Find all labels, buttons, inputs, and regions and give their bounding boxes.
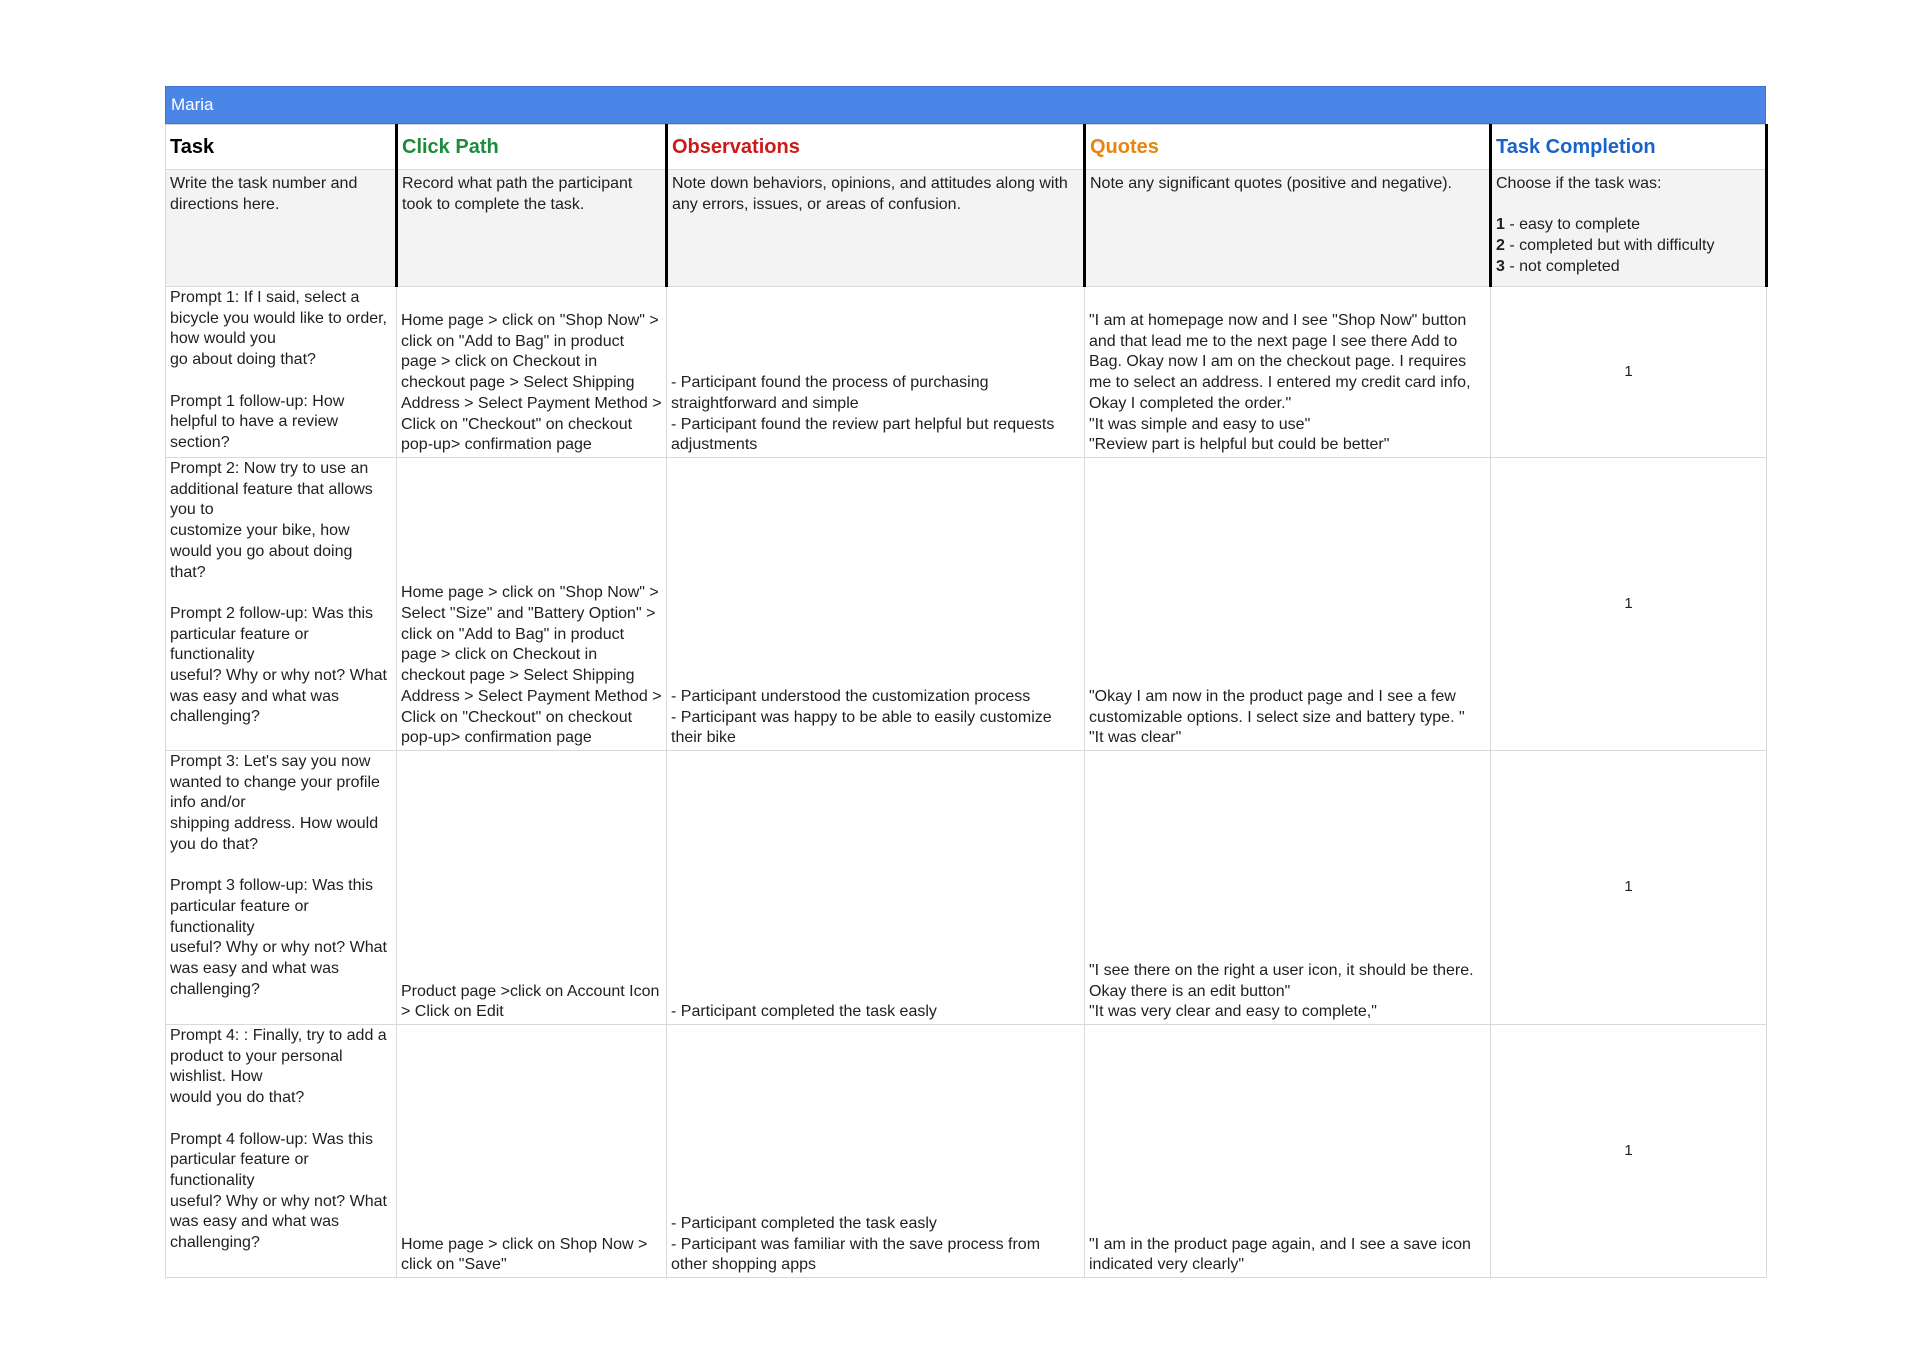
header-row [166, 125, 1767, 170]
observations-cell[interactable]: - Participant completed the task easly - Participant was familiar with the save process from other shopping apps [667, 1025, 1085, 1278]
quotes-cell[interactable]: "Okay I am now in the product page and I see a few customizable options. I select size and battery type. " "It was clear" [1085, 458, 1491, 751]
observations-cell[interactable]: - Participant understood the customization process - Participant was happy to be able to easily customize their bike [667, 458, 1085, 751]
completion-option-text: - easy to complete [1504, 216, 1641, 234]
completion-option [1496, 257, 1761, 278]
completion-option-number: 2 [1496, 237, 1505, 255]
click-path-cell[interactable]: Product page >click on Account Icon > Click on Edit [397, 751, 667, 1025]
header-task-completion[interactable]: Task Completion [1491, 125, 1767, 170]
table-row [166, 1025, 1767, 1278]
completion-option [1496, 236, 1761, 257]
completion-cell[interactable]: 1 [1491, 287, 1767, 458]
usability-notes-sheet [165, 86, 1766, 1278]
completion-cell[interactable]: 1 [1491, 458, 1767, 751]
quotes-cell[interactable]: "I am in the product page again, and I see a save icon indicated very clearly" [1085, 1025, 1491, 1278]
completion-cell[interactable]: 1 [1491, 751, 1767, 1025]
task-cell[interactable]: Prompt 2: Now try to use an additional feature that allows you to customize your bike, how would you go about doing that? Prompt 2 follow-up: Was this particular feature or functionality useful? Why or why not? What was easy and what was challenging? [166, 458, 397, 751]
click-path-cell[interactable]: Home page > click on Shop Now > click on "Save" [397, 1025, 667, 1278]
notes-table [165, 124, 1768, 1278]
participant-name-bar[interactable]: Maria [165, 86, 1766, 124]
completion-option-text: - not completed [1504, 257, 1620, 275]
task-cell[interactable]: Prompt 1: If I said, select a bicycle you would like to order, how would you go about doing that? Prompt 1 follow-up: How helpful to have a review section? [166, 287, 397, 458]
completion-option [1496, 215, 1761, 236]
observations-cell[interactable]: - Participant found the process of purchasing straightforward and simple - Participant found the review part helpful but requests adjustments [667, 287, 1085, 458]
header-observations[interactable]: Observations [667, 125, 1085, 170]
header-click-path[interactable]: Click Path [397, 125, 667, 170]
guide-row [166, 170, 1767, 287]
completion-option-number: 1 [1496, 216, 1505, 234]
quotes-cell[interactable]: "I am at homepage now and I see "Shop Now" button and that lead me to the next page I see there Add to Bag. Okay now I am on the checkout page. I requires me to select an address. I entered my credit card info, Okay I completed the order." "It was simple and easy to use" "Review part is helpful but could be better" [1085, 287, 1491, 458]
completion-guide-spacer [1496, 195, 1761, 216]
guide-task[interactable]: Write the task number and directions here. [166, 170, 397, 287]
completion-option-text: - completed but with difficulty [1504, 237, 1715, 255]
completion-cell[interactable]: 1 [1491, 1025, 1767, 1278]
click-path-cell[interactable]: Home page > click on "Shop Now" > click on "Add to Bag" in product page > click on Checkout in checkout page > Select Shipping Address > Select Payment Method > Click on "Checkout" on checkout pop-up> confirmation page [397, 287, 667, 458]
guide-quotes[interactable]: Note any significant quotes (positive and negative). [1085, 170, 1491, 287]
guide-task-completion[interactable] [1491, 170, 1767, 287]
click-path-cell[interactable]: Home page > click on "Shop Now" > Select "Size" and "Battery Option" > click on "Add to Bag" in product page > click on Checkout in checkout page > Select Shipping Address > Select Payment Method > Click on "Checkout" on checkout pop-up> confirmation page [397, 458, 667, 751]
completion-option-number: 3 [1496, 257, 1505, 275]
observations-cell[interactable]: - Participant completed the task easly [667, 751, 1085, 1025]
quotes-cell[interactable]: "I see there on the right a user icon, it should be there. Okay there is an edit button" "It was very clear and easy to complete," [1085, 751, 1491, 1025]
table-row [166, 458, 1767, 751]
header-quotes[interactable]: Quotes [1085, 125, 1491, 170]
completion-guide-intro: Choose if the task was: [1496, 175, 1662, 192]
table-row [166, 287, 1767, 458]
table-row [166, 751, 1767, 1025]
guide-observations[interactable]: Note down behaviors, opinions, and attitudes along with any errors, issues, or areas of confusion. [667, 170, 1085, 287]
task-cell[interactable]: Prompt 3: Let's say you now wanted to change your profile info and/or shipping address. How would you do that? Prompt 3 follow-up: Was this particular feature or functionality useful? Why or why not? What was easy and what was challenging? [166, 751, 397, 1025]
header-task[interactable]: Task [166, 125, 397, 170]
guide-click-path[interactable]: Record what path the participant took to complete the task. [397, 170, 667, 287]
task-cell[interactable]: Prompt 4: : Finally, try to add a product to your personal wishlist. How would you do that? Prompt 4 follow-up: Was this particular feature or functionality useful? Why or why not? What was easy and what was challenging? [166, 1025, 397, 1278]
